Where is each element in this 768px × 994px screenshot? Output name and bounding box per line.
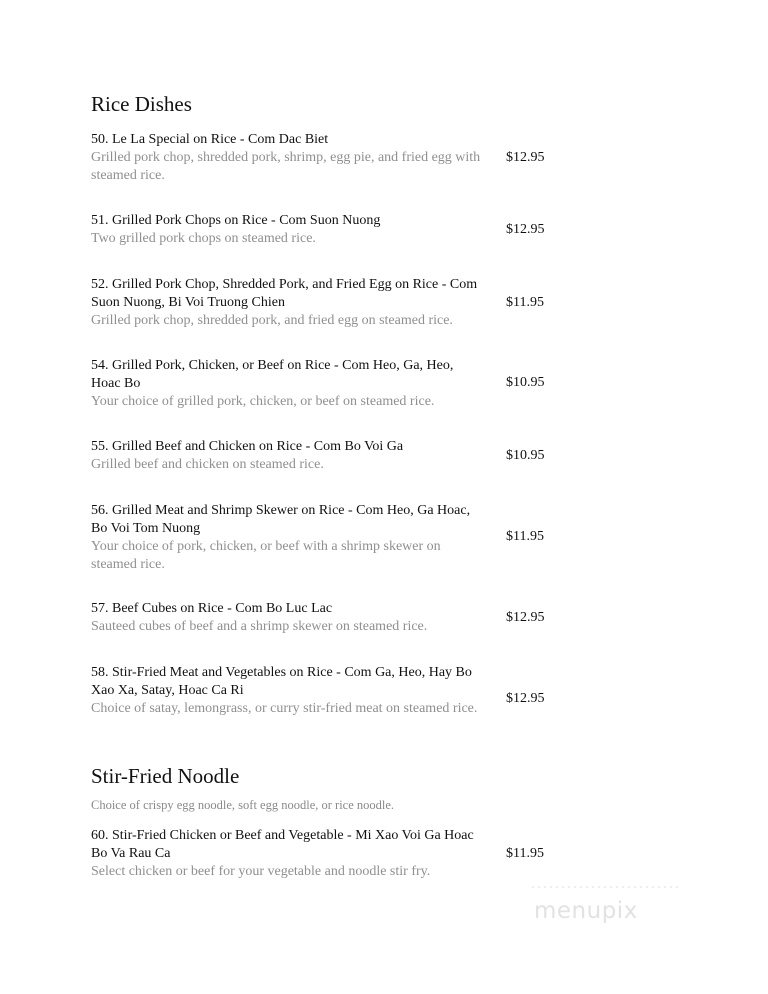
watermark-logo: menupix xyxy=(534,898,638,924)
section-title-rice-dishes: Rice Dishes xyxy=(91,92,192,116)
watermark-decoration xyxy=(530,884,680,890)
item-name: 54. Grilled Pork, Chicken, or Beef on Rice - Com Heo, Ga, Heo, Hoac Bo xyxy=(91,358,454,391)
item-price: $11.95 xyxy=(506,846,544,861)
item-name: 50. Le La Special on Rice - Com Dac Biet xyxy=(91,132,329,147)
item-name: 58. Stir-Fried Meat and Vegetables on Rice - Com Ga, Heo, Hay Bo Xao Xa, Satay, Hoac Ca Ri xyxy=(91,665,472,698)
item-name: 52. Grilled Pork Chop, Shredded Pork, and Fried Egg on Rice - Com Suon Nuong, Bi Voi Truong Chien xyxy=(91,277,478,310)
menu-item-55 xyxy=(91,438,561,474)
item-description: Two grilled pork chops on steamed rice. xyxy=(91,231,316,246)
item-name: 56. Grilled Meat and Shrimp Skewer on Rice - Com Heo, Ga Hoac, Bo Voi Tom Nuong xyxy=(91,503,471,536)
item-name: 57. Beef Cubes on Rice - Com Bo Luc Lac xyxy=(91,601,333,616)
item-description: Grilled beef and chicken on steamed rice. xyxy=(91,457,324,472)
item-price: $12.95 xyxy=(506,691,545,706)
menu-item-57 xyxy=(91,600,561,636)
item-name: 55. Grilled Beef and Chicken on Rice - Com Bo Voi Ga xyxy=(91,439,404,454)
menu-item-56 xyxy=(91,502,561,574)
item-description: Sauteed cubes of beef and a shrimp skewer on steamed rice. xyxy=(91,619,428,634)
section-title-stir-fried-noodle: Stir-Fried Noodle xyxy=(91,764,240,788)
section-note: Choice of crispy egg noodle, soft egg noodle, or rice noodle. xyxy=(91,798,395,812)
menu-item-50 xyxy=(91,131,561,185)
menu-item-54 xyxy=(91,357,561,411)
item-name: 51. Grilled Pork Chops on Rice - Com Suon Nuong xyxy=(91,213,381,228)
item-description: Choice of satay, lemongrass, or curry stir-fried meat on steamed rice. xyxy=(91,701,478,716)
item-description: Your choice of pork, chicken, or beef with a shrimp skewer on steamed rice. xyxy=(91,539,441,572)
item-price: $11.95 xyxy=(506,529,544,544)
item-description: Select chicken or beef for your vegetable and noodle stir fry. xyxy=(91,864,431,879)
item-price: $11.95 xyxy=(506,295,544,310)
item-price: $10.95 xyxy=(506,375,545,390)
menu-item-58 xyxy=(91,664,561,718)
item-price: $12.95 xyxy=(506,222,545,237)
item-name: 60. Stir-Fried Chicken or Beef and Vegetable - Mi Xao Voi Ga Hoac Bo Va Rau Ca xyxy=(91,828,474,861)
item-description: Grilled pork chop, shredded pork, and fried egg on steamed rice. xyxy=(91,313,453,328)
item-price: $12.95 xyxy=(506,150,545,165)
menu-item-60 xyxy=(91,827,561,881)
menu-item-52 xyxy=(91,276,561,330)
item-price: $10.95 xyxy=(506,448,545,463)
item-description: Your choice of grilled pork, chicken, or beef on steamed rice. xyxy=(91,394,435,409)
item-description: Grilled pork chop, shredded pork, shrimp, egg pie, and fried egg with steamed rice. xyxy=(91,150,481,183)
menu-item-51 xyxy=(91,212,561,248)
item-price: $12.95 xyxy=(506,610,545,625)
